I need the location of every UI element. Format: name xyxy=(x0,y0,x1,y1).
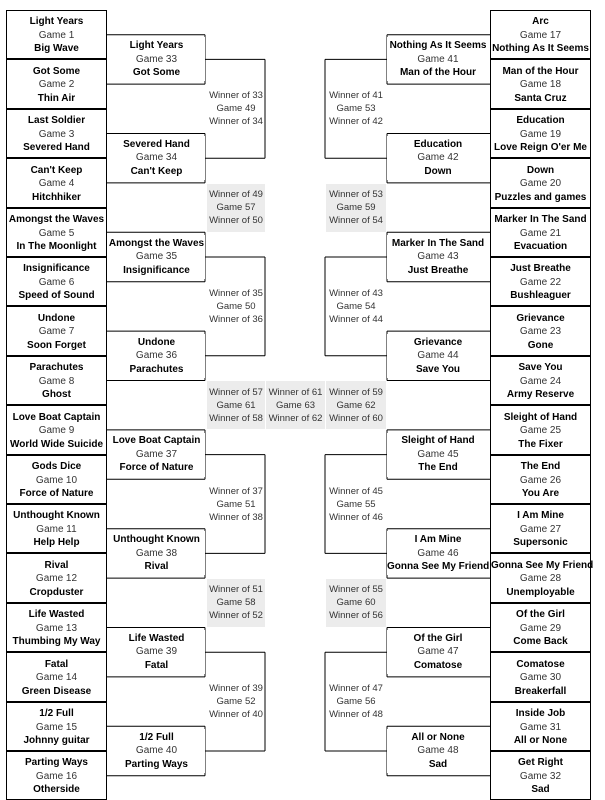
game-number: Game 46 xyxy=(417,547,459,559)
matchup-game-58[interactable] xyxy=(207,579,265,627)
team-name: Hitchhiker xyxy=(32,191,81,203)
game-number: Game 24 xyxy=(519,375,562,387)
game-number: Game 39 xyxy=(135,646,178,658)
winner-line: Winner of 33 xyxy=(209,90,263,102)
winner-line: Winner of 43 xyxy=(329,287,383,299)
team-name: Of the Girl xyxy=(413,632,463,644)
matchup-game-9[interactable] xyxy=(6,405,107,454)
team-name: All or None xyxy=(513,735,568,747)
game-number: Game 36 xyxy=(135,350,178,362)
matchup-game-10[interactable] xyxy=(6,455,107,504)
team-name: 1/2 Full xyxy=(139,731,174,743)
game-number: Game 30 xyxy=(519,672,562,684)
team-name: Fatal xyxy=(44,658,69,670)
winner-line: Game 49 xyxy=(216,103,256,115)
game-number: Game 42 xyxy=(417,152,459,164)
game-number: Game 9 xyxy=(38,425,75,437)
matchup-game-26[interactable] xyxy=(490,455,591,504)
matchup-game-50[interactable] xyxy=(207,284,265,328)
game-number: Game 17 xyxy=(519,29,562,41)
matchup-game-11[interactable] xyxy=(6,504,107,553)
game-number: Game 21 xyxy=(519,227,562,239)
game-number: Game 16 xyxy=(35,770,78,782)
game-number: Game 1 xyxy=(38,29,75,41)
team-name: Sleight of Hand xyxy=(401,435,475,447)
team-name: Bushleaguer xyxy=(510,290,571,302)
matchup-game-6[interactable] xyxy=(6,257,107,306)
winner-line: Winner of 42 xyxy=(329,116,383,128)
team-name: Supersonic xyxy=(513,537,568,549)
matchup-game-36[interactable] xyxy=(108,334,205,378)
game-number: Game 35 xyxy=(135,251,178,263)
matchup-game-7[interactable] xyxy=(6,306,107,355)
team-name: Got Some xyxy=(132,67,181,79)
winner-line: Winner of 38 xyxy=(209,511,263,523)
game-number: Game 26 xyxy=(519,474,562,486)
team-name: Parachutes xyxy=(129,363,184,375)
winner-line: Winner of 41 xyxy=(329,90,383,102)
matchup-game-5[interactable] xyxy=(6,208,107,257)
team-name: Life Wasted xyxy=(28,609,85,621)
team-name: Love Boat Captain xyxy=(112,435,201,447)
team-name: Undone xyxy=(137,336,176,348)
team-name: Force of Nature xyxy=(19,488,94,500)
team-name: Nothing As It Seems xyxy=(492,43,589,55)
game-number: Game 28 xyxy=(519,573,562,585)
team-name: Comatose xyxy=(516,658,565,670)
matchup-game-19[interactable] xyxy=(490,109,591,158)
game-number: Game 19 xyxy=(519,128,562,140)
team-name: Unthought Known xyxy=(13,510,100,522)
winner-line: Winner of 53 xyxy=(329,189,383,201)
matchup-game-55[interactable] xyxy=(326,482,386,526)
team-name: Of the Girl xyxy=(516,609,565,621)
game-number: Game 23 xyxy=(519,326,562,338)
matchup-game-20[interactable] xyxy=(490,158,591,207)
matchup-game-1[interactable] xyxy=(6,10,107,59)
team-name: Just Breathe xyxy=(407,264,469,276)
winner-line: Winner of 61 xyxy=(268,386,323,398)
game-number: Game 45 xyxy=(417,448,459,460)
winner-line: Winner of 48 xyxy=(329,709,383,721)
winner-line: Game 61 xyxy=(216,399,256,411)
team-name: Save You xyxy=(415,363,461,375)
matchup-game-17[interactable] xyxy=(490,10,591,59)
team-name: Thumbing My Way xyxy=(12,636,101,648)
winner-line: Winner of 56 xyxy=(329,610,383,622)
winner-line: Winner of 54 xyxy=(329,215,383,227)
team-name: Parting Ways xyxy=(125,758,188,770)
team-name: Undone xyxy=(37,312,76,324)
team-name: Last Soldier xyxy=(27,115,86,127)
game-number: Game 10 xyxy=(35,474,78,486)
team-name: Parting Ways xyxy=(25,757,88,769)
team-name: Got Some xyxy=(32,65,81,77)
team-name: Grievance xyxy=(516,312,565,324)
matchup-game-43[interactable] xyxy=(387,235,489,279)
winner-line: Game 53 xyxy=(336,103,376,115)
game-number: Game 6 xyxy=(38,276,75,288)
team-name: Arc xyxy=(532,16,549,28)
team-name: You Are xyxy=(521,488,560,500)
team-name: Education xyxy=(516,115,565,127)
game-number: Game 47 xyxy=(417,646,459,658)
matchup-game-44[interactable] xyxy=(387,334,489,378)
team-name: Cropduster xyxy=(29,586,84,598)
team-name: Breakerfall xyxy=(514,685,567,697)
team-name: Amongst the Waves xyxy=(8,214,105,226)
game-number: Game 43 xyxy=(417,251,459,263)
team-name: Gonna See My Friend xyxy=(387,561,490,573)
team-name: Force of Nature xyxy=(119,462,194,474)
game-number: Game 13 xyxy=(35,622,78,634)
game-number: Game 15 xyxy=(35,721,78,733)
winner-line: Winner of 49 xyxy=(209,189,263,201)
team-name: The End xyxy=(418,462,458,474)
winner-line: Winner of 35 xyxy=(209,287,263,299)
team-name: Sad xyxy=(428,758,448,770)
team-name: Severed Hand xyxy=(23,142,90,154)
matchup-game-18[interactable] xyxy=(490,59,591,108)
matchup-game-27[interactable] xyxy=(490,504,591,553)
matchup-game-60[interactable] xyxy=(326,579,386,627)
winner-line: Winner of 47 xyxy=(329,683,383,695)
winner-line: Game 59 xyxy=(336,202,376,214)
team-name: Down xyxy=(526,164,555,176)
game-number: Game 40 xyxy=(135,745,178,757)
winner-line: Winner of 52 xyxy=(209,610,263,622)
winner-line: Winner of 58 xyxy=(209,412,263,424)
team-name: Insignificance xyxy=(123,264,190,276)
game-number: Game 5 xyxy=(38,227,75,239)
winner-line: Game 54 xyxy=(336,300,376,312)
matchup-game-46[interactable] xyxy=(387,531,489,575)
team-name: Sad xyxy=(531,784,550,796)
matchup-game-21[interactable] xyxy=(490,208,591,257)
team-name: Parachutes xyxy=(29,362,84,374)
team-name: Big Wave xyxy=(34,43,79,55)
matchup-game-49[interactable] xyxy=(207,87,265,131)
team-name: Light Years xyxy=(29,16,84,28)
winner-line: Winner of 57 xyxy=(209,386,263,398)
team-name: Puzzles and games xyxy=(494,191,587,203)
game-number: Game 20 xyxy=(519,178,562,190)
team-name: Love Boat Captain xyxy=(12,411,101,423)
team-name: Marker In The Sand xyxy=(494,214,587,226)
team-name: Grievance xyxy=(413,336,463,348)
winner-line: Winner of 44 xyxy=(329,313,383,325)
matchup-game-48[interactable] xyxy=(387,729,489,773)
matchup-game-51[interactable] xyxy=(207,482,265,526)
winner-line: Winner of 36 xyxy=(209,313,263,325)
game-number: Game 3 xyxy=(38,128,75,140)
team-name: Down xyxy=(424,165,452,177)
winner-line: Winner of 62 xyxy=(268,412,323,424)
matchup-game-12[interactable] xyxy=(6,553,107,602)
team-name: Amongst the Waves xyxy=(108,237,205,249)
matchup-game-33[interactable] xyxy=(108,37,205,81)
winner-line: Game 50 xyxy=(216,300,256,312)
team-name: Santa Cruz xyxy=(514,92,567,104)
team-name: Insignificance xyxy=(23,263,90,275)
team-name: Can't Keep xyxy=(30,164,83,176)
matchup-game-23[interactable] xyxy=(490,306,591,355)
game-number: Game 29 xyxy=(519,622,562,634)
team-name: Help Help xyxy=(33,537,80,549)
winner-line: Winner of 60 xyxy=(329,412,383,424)
game-number: Game 12 xyxy=(35,573,78,585)
matchup-game-31[interactable] xyxy=(490,702,591,751)
matchup-game-32[interactable] xyxy=(490,751,591,800)
team-name: Thin Air xyxy=(37,92,76,104)
winner-line: Game 62 xyxy=(336,399,376,411)
matchup-game-16[interactable] xyxy=(6,751,107,800)
team-name: Green Disease xyxy=(21,685,92,697)
game-number: Game 33 xyxy=(135,53,178,65)
game-number: Game 32 xyxy=(519,770,562,782)
matchup-game-22[interactable] xyxy=(490,257,591,306)
team-name: Evacuation xyxy=(513,241,568,253)
team-name: Marker In The Sand xyxy=(391,237,485,249)
matchup-game-30[interactable] xyxy=(490,652,591,701)
team-name: Otherside xyxy=(33,784,80,796)
matchup-game-39[interactable] xyxy=(108,630,205,674)
team-name: Nothing As It Seems xyxy=(389,40,487,52)
team-name: Rival xyxy=(44,559,69,571)
team-name: Life Wasted xyxy=(128,632,185,644)
game-number: Game 22 xyxy=(519,276,562,288)
team-name: Johnny guitar xyxy=(23,735,90,747)
matchup-game-59[interactable] xyxy=(326,184,386,232)
team-name: Fatal xyxy=(144,659,169,671)
team-name: Soon Forget xyxy=(27,339,86,351)
team-name: Army Reserve xyxy=(506,389,575,401)
team-name: Comatose xyxy=(413,659,463,671)
matchup-game-41[interactable] xyxy=(387,37,489,81)
team-name: Just Breathe xyxy=(510,263,571,275)
game-number: Game 14 xyxy=(35,672,78,684)
matchup-game-28[interactable] xyxy=(490,553,594,602)
game-number: Game 37 xyxy=(135,448,178,460)
team-name: World Wide Suicide xyxy=(9,438,104,450)
team-name: Get Right xyxy=(518,757,563,769)
winner-line: Winner of 55 xyxy=(329,584,383,596)
winner-line: Winner of 59 xyxy=(329,386,383,398)
winner-line: Game 55 xyxy=(336,498,376,510)
game-number: Game 8 xyxy=(38,375,75,387)
matchup-game-38[interactable] xyxy=(108,531,205,575)
game-number: Game 4 xyxy=(38,178,75,190)
winner-line: Winner of 37 xyxy=(209,485,263,497)
matchup-game-15[interactable] xyxy=(6,702,107,751)
team-name: Sleight of Hand xyxy=(503,411,578,423)
game-number: Game 25 xyxy=(519,425,562,437)
matchup-game-61[interactable] xyxy=(207,381,265,429)
team-name: Severed Hand xyxy=(123,138,190,150)
matchup-game-45[interactable] xyxy=(387,433,489,477)
team-name: Gone xyxy=(527,339,554,351)
game-number: Game 44 xyxy=(417,350,459,362)
team-name: The End xyxy=(520,461,561,473)
matchup-game-13[interactable] xyxy=(6,603,107,652)
matchup-game-42[interactable] xyxy=(387,136,489,180)
team-name: Speed of Sound xyxy=(18,290,95,302)
team-name: Man of the Hour xyxy=(399,67,477,79)
matchup-game-24[interactable] xyxy=(490,356,591,405)
winner-line: Game 57 xyxy=(216,202,256,214)
team-name: I Am Mine xyxy=(414,534,462,546)
game-number: Game 7 xyxy=(38,326,75,338)
winner-line: Winner of 40 xyxy=(209,709,263,721)
matchup-game-4[interactable] xyxy=(6,158,107,207)
team-name: Education xyxy=(413,138,463,150)
matchup-game-53[interactable] xyxy=(326,87,386,131)
matchup-game-14[interactable] xyxy=(6,652,107,701)
team-name: Can't Keep xyxy=(130,165,183,177)
team-name: All or None xyxy=(411,731,465,743)
game-number: Game 41 xyxy=(417,53,459,65)
team-name: Gonna See My Friend xyxy=(491,559,594,571)
matchup-game-40[interactable] xyxy=(108,729,205,773)
team-name: The Fixer xyxy=(518,438,563,450)
game-number: Game 31 xyxy=(519,721,562,733)
winner-line: Game 63 xyxy=(275,399,316,411)
matchup-game-34[interactable] xyxy=(108,136,205,180)
team-name: Inside Job xyxy=(515,708,566,720)
team-name: 1/2 Full xyxy=(39,708,74,720)
team-name: I Am Mine xyxy=(517,510,564,522)
winner-line: Game 51 xyxy=(216,498,256,510)
game-number: Game 34 xyxy=(135,152,178,164)
matchup-game-2[interactable] xyxy=(6,59,107,108)
game-number: Game 27 xyxy=(519,523,562,535)
team-name: Unemployable xyxy=(506,586,575,598)
winner-line: Winner of 46 xyxy=(329,511,383,523)
matchup-game-37[interactable] xyxy=(108,433,205,477)
matchup-game-57[interactable] xyxy=(207,184,265,232)
matchup-game-52[interactable] xyxy=(207,680,265,724)
matchup-game-25[interactable] xyxy=(490,405,591,454)
game-number: Game 38 xyxy=(135,547,178,559)
game-number: Game 2 xyxy=(38,79,75,91)
winner-line: Winner of 45 xyxy=(329,485,383,497)
matchup-game-8[interactable] xyxy=(6,356,107,405)
team-name: Man of the Hour xyxy=(502,65,579,77)
winner-line: Game 52 xyxy=(216,696,256,708)
matchup-game-62[interactable] xyxy=(326,381,386,429)
matchup-game-3[interactable] xyxy=(6,109,107,158)
game-number: Game 18 xyxy=(519,79,562,91)
winner-line: Game 56 xyxy=(336,696,376,708)
team-name: Save You xyxy=(518,362,563,374)
winner-line: Winner of 34 xyxy=(209,116,263,128)
winner-line: Game 58 xyxy=(216,597,256,609)
team-name: Gods Dice xyxy=(31,461,82,473)
winner-line: Winner of 39 xyxy=(209,683,263,695)
winner-line: Winner of 51 xyxy=(209,584,263,596)
matchup-game-29[interactable] xyxy=(490,603,591,652)
matchup-game-47[interactable] xyxy=(387,630,489,674)
winner-line: Winner of 50 xyxy=(209,215,263,227)
game-number: Game 11 xyxy=(36,523,77,535)
team-name: Light Years xyxy=(129,40,184,52)
team-name: Rival xyxy=(144,561,169,573)
matchup-game-35[interactable] xyxy=(108,235,205,279)
team-name: Ghost xyxy=(42,389,71,401)
game-number: Game 48 xyxy=(417,745,459,757)
matchup-game-54[interactable] xyxy=(326,284,386,328)
team-name: Love Reign O'er Me xyxy=(494,142,587,154)
team-name: In The Moonlight xyxy=(16,241,97,253)
team-name: Unthought Known xyxy=(113,534,200,546)
winner-line: Game 60 xyxy=(336,597,376,609)
matchup-game-63[interactable] xyxy=(266,381,325,429)
team-name: Come Back xyxy=(513,636,568,648)
matchup-game-56[interactable] xyxy=(326,680,386,724)
